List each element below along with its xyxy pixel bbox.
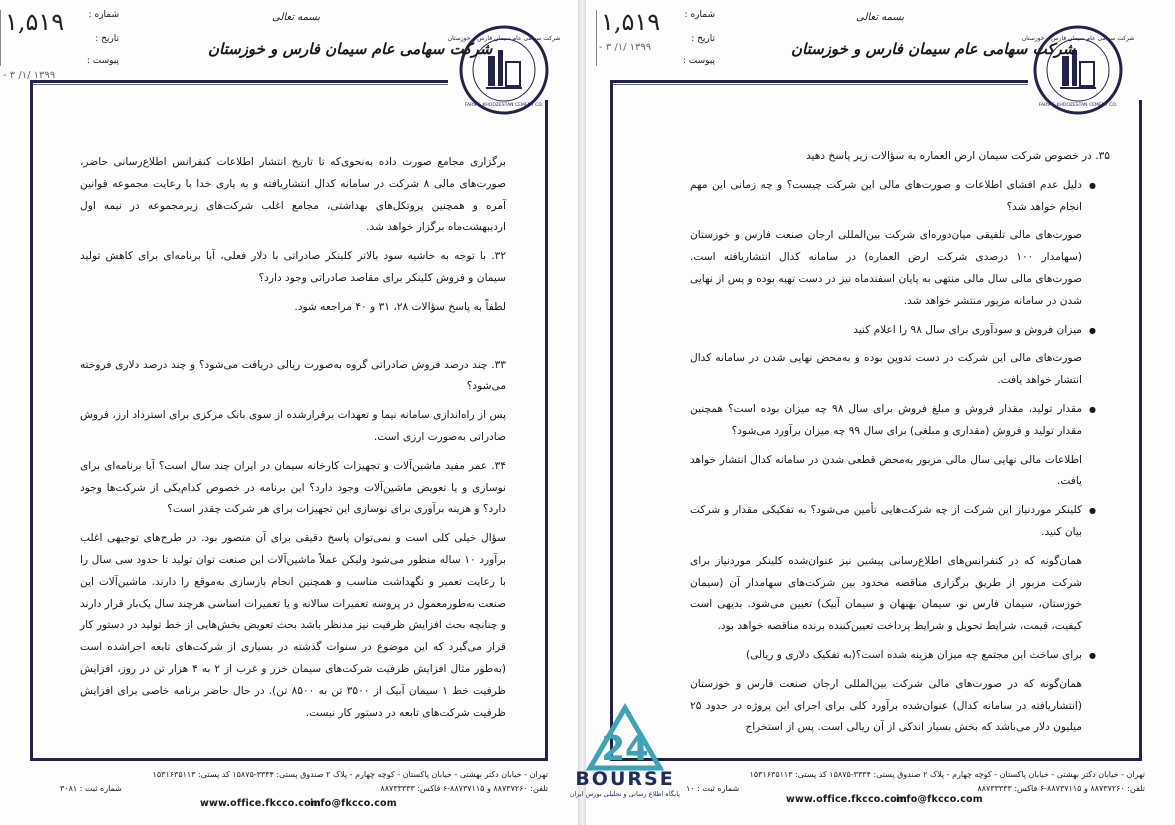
list-item — [690, 500, 1082, 638]
bourse-brand: BOURSE — [575, 768, 675, 790]
page-gutter — [578, 0, 586, 825]
bourse-logo-icon — [570, 704, 680, 770]
letter-meta — [596, 10, 715, 66]
letter-number: ۱,۵۱۹ — [5, 8, 65, 36]
frame-left-line — [30, 80, 33, 760]
list-item — [690, 175, 1082, 313]
left-page — [0, 0, 578, 825]
footer-address: تهران - خیابان دکتر بهشتی - خیابان پاکستان - کوچه چهارم - پلاک ۲ صندوق پستی: ۳۳۳۴-۱۵۸۷۵ کد پستی: ۱۵۳۱۶۳۵۱۱۳ — [749, 770, 1145, 779]
logo-text-fa: شرکت سهامی عام سیمان فارس و خوزستان — [1021, 35, 1135, 42]
company-title: شرکت سهامی عام سیمان فارس و خوزستان — [208, 40, 493, 58]
letter-date: ۱۳۹۹ /۱/ ۳ - — [3, 70, 56, 81]
sub-answer: همان‌گونه که در صورت‌های مالی شرکت بین‌المللی ارجان صنعت فارس و خوزستان (انتشاریافته در سامانه کدال) عنوان‌شده برآورد کلی برای اجرای این پروژه در حدود ۲۵ میلیون دلار می‌باشد که بخش بسیار اندکی از آن ریالی است. پس از استخراج — [690, 677, 1082, 734]
sub-question: ● کلینکر موردنیاز این شرکت از چه شرکت‌هایی تأمین می‌شود؟ به تفکیکی مقدار و شرکت بیان کنید. — [690, 504, 1082, 538]
attach-label: پیوست : — [86, 56, 119, 66]
attach-label: پیوست : — [682, 56, 715, 66]
bism-header: بسمه تعالی — [856, 12, 905, 23]
sub-question: ● مقدار تولید، مقدار فروش و مبلغ فروش برای سال ۹۸ چه میزان بوده است؟ همچنین مقدار تولید و فروش (مقداری و مبلغی) برای سال ۹۹ چه میزان برآورد می‌شود؟ — [690, 402, 1082, 437]
left-body-text — [80, 152, 506, 731]
list-item — [690, 645, 1082, 739]
answer-32: لطفاً به پاسخ سؤالات ۲۸، ۳۱ و ۴۰ مراجعه شود. — [294, 300, 506, 313]
number-label: شماره : — [88, 10, 119, 20]
frame-top-line — [30, 80, 448, 83]
company-logo — [447, 24, 561, 116]
footer-registration: شماره ثبت : ۳۰۸۱ — [60, 784, 122, 793]
footer-phone: تلفن: ۸۸۷۳۷۲۶۰ و ۸۸۷۳۷۱۱۵-۶ فاکس: ۸۸۷۳۳۳۳۳ — [380, 784, 548, 793]
company-logo — [1021, 24, 1135, 116]
sub-question: ● میزان فروش و سودآوری برای سال ۹۸ را اعلام کنید — [853, 323, 1082, 336]
question-33: ۳۳. چند درصد فروش صادراتی گروه به‌صورت ریالی دریافت می‌شود؟ و چند درصد دلاری فروخته می‌شود؟ — [80, 358, 506, 393]
question-32: ۳۲. با توجه به حاشیه سود بالاتر کلینکر صادراتی با دلار فعلی، آیا برنامه‌ای برای کاهش تولید سیمان و فروش کلینکر برای مقاصد صادراتی وجود دارد؟ — [80, 250, 506, 284]
sub-answer: اطلاعات مالی نهایی سال مالی مزبور به‌محض قطعی شدن در سامانه کدال انتشار خواهد یافت. — [690, 453, 1082, 488]
email-link[interactable]: info@fkcco.com — [310, 798, 397, 809]
bourse-tagline: پایگاه اطلاع رسانی و تحلیلی بورس ایران — [569, 790, 680, 798]
frame-top-thin — [610, 84, 1028, 85]
list-item — [690, 399, 1082, 493]
right-page — [586, 0, 1175, 825]
question-35-heading: ۳۵. در خصوص شرکت سیمان ارض العماره به سؤالات زیر پاسخ دهید — [806, 150, 1110, 162]
frame-bottom-line — [30, 758, 548, 761]
footer-phone: تلفن: ۸۸۷۳۷۲۶۰ و ۸۸۷۳۷۱۱۵-۶ فاکس: ۸۸۷۳۳۳۳۳ — [977, 784, 1145, 793]
sub-question-list — [690, 175, 1096, 739]
answer-33: پس از راه‌اندازی سامانه نیما و تعهدات برقرارشده از سوی بانک مرکزی برای استرداد ارز، فروش صادراتی به‌صورت ارزی است. — [80, 409, 506, 443]
logo-text-en: FARS & KHOOZESTAN CEMENT CO. — [464, 103, 544, 108]
frame-top-line — [610, 80, 1028, 83]
bourse-watermark — [570, 704, 680, 825]
question-34: ۳۴. عمر مفید ماشین‌آلات و تجهیزات کارخانه سیمان در ایران چند سال است؟ آیا برنامه‌ای برای نوسازی و یا تعویض ماشین‌آلات وجود دارد؟ این برنامه در خصوص کدام‌یکی از شرکت‌ها وجود دارد؟ و هزینه برآوری برای نوسازی این تجهیزات برای هر شرکت چقدر است؟ — [80, 459, 506, 516]
sub-question: ● برای ساخت این مجتمع چه میزان هزینه شده است؟(به تفکیک دلاری و ریالی) — [745, 648, 1082, 661]
sub-answer: صورت‌های مالی تلفیقی میان‌دوره‌ای شرکت بین‌المللی ارجان صنعت فارس و خوزستان (سهامدار ۱۰۰ درصدی شرکت ارض العماره) در سامانه کدال انتشاریافته است. صورت‌های مالی سال مالی منتهی به پایان اسفندماه نیز در دست تهیه بوده و پس از نهایی شدن در سامانه مزبور منتشر خواهد شد. — [690, 229, 1082, 307]
sub-answer: صورت‌های مالی این شرکت در دست تدوین بوده و به‌محض نهایی شدن در سامانه کدال انتشار خواهد یافت. — [690, 352, 1082, 387]
frame-right-line — [1139, 100, 1142, 760]
bism-header: بسمه تعالی — [272, 12, 321, 23]
sub-question: ● دلیل عدم افشای اطلاعات و صورت‌های مالی این شرکت چیست؟ و چه زمانی این مهم انجام خواهد شد؟ — [690, 178, 1082, 213]
website-link[interactable]: www.office.fkcco.com — [200, 798, 321, 809]
right-body-text — [690, 146, 1110, 746]
paragraph: برگزاری مجامع صورت داده به‌نحوی‌که تا تاریخ انتشار اطلاعات کنفرانس اطلاع‌رسانی حاضر، صورت‌های مالی ۸ شرکت در سامانه کدال انتشاریافته و به یاری خدا با رعایت مجموعه قوانین آمره و همچنین پروتکل‌های بهداشتی، مجامع اغلب شرکت‌های زیرمجموعه در نیمه اول اردیبهشت‌ماه برگزار خواهد شد. — [80, 156, 507, 234]
letter-date: ۱۳۹۹ /۱/ ۳ - — [599, 42, 652, 53]
frame-right-line — [545, 100, 548, 760]
website-link[interactable]: www.office.fkcco.com — [786, 794, 907, 805]
sub-answer: همان‌گونه که در کنفرانس‌های اطلاع‌رسانی پیشین نیز عنوان‌شده کلینکر موردنیاز برای شرکت مزبور از طریق برگزاری مناقصه محدود بین شرکت‌های سهامدار آن (سیمان خوزستان، سیمان فارس نو، سیمان بهبهان و سیمان آبیک) تعیین می‌شود. بدیهی است کیفیت، قیمت، شرایط تحویل و شرایط پرداخت تعیین‌کننده برنده مناقصه خواهد بود. — [690, 554, 1082, 633]
logo-text-fa: شرکت سهامی عام سیمان فارس و خوزستان — [447, 35, 561, 42]
number-label: شماره : — [684, 10, 715, 20]
letter-number: ۱,۵۱۹ — [601, 8, 661, 36]
list-item — [690, 320, 1082, 392]
footer-registration: شماره ثبت : ۱۰ — [686, 784, 740, 793]
frame-bottom-line — [610, 758, 1142, 761]
email-link[interactable]: info@fkcco.com — [896, 794, 983, 805]
frame-top-thin — [30, 84, 448, 85]
date-label: تاریخ : — [691, 34, 715, 44]
footer-address: تهران - خیابان دکتر بهشتی - خیابان پاکستان - کوچه چهارم - پلاک ۲ صندوق پستی: ۳۳۳۴-۱۵۸۷۵ کد پستی: ۱۵۳۱۶۳۵۱۱۳ — [152, 770, 548, 779]
company-title: شرکت سهامی عام سیمان فارس و خوزستان — [791, 40, 1076, 58]
frame-left-line — [610, 80, 613, 760]
answer-34: سؤال خیلی کلی است و نمی‌توان پاسخ دقیقی برای آن متصور بود. در طرح‌های توجیهی اغلب برآورد ۱۰ ساله منظور می‌شود ولیکن عملاً ماشین‌آلات این صنعت توان تولید تا حدود سی سال را با رعایت تعمیر و نگهداشت مناسب و همچنین انجام بازسازی به‌موقع را دارند. ماشین‌آلات این صنعت به‌طورمعمول در پروسه تعمیرات سالانه و یا تعمیرات اساسی هرچند سال یک‌بار قرار دارند و چنانچه بحث افزایش ظرفیت نیز مدنظر باشد بحث تعویض بخش‌هایی از خط تولید در دستور کار قرار می‌گیرد که این موضوع در سنوات گذشته در بسیاری از شرکت‌های تابعه اجراشده است (به‌طور مثال افزایش ظرفیت شرکت‌های سیمان خزر و غرب از ۲ به ۴ هزار تن در روز، افزایش ظرفیت خط ۱ سیمان آبیک از ۳۵۰۰ تن به ۸۵۰۰ تن). در حال حاضر برنامه خاصی برای افزایش ظرفیت شرکت‌های تابعه در دستور کار نیست. — [80, 532, 506, 719]
logo-text-en: FARS & KHOOZESTAN CEMENT CO. — [1038, 103, 1118, 108]
svg-text:24: 24 — [601, 729, 649, 769]
date-label: تاریخ : — [95, 34, 119, 44]
letter-meta — [0, 8, 119, 81]
